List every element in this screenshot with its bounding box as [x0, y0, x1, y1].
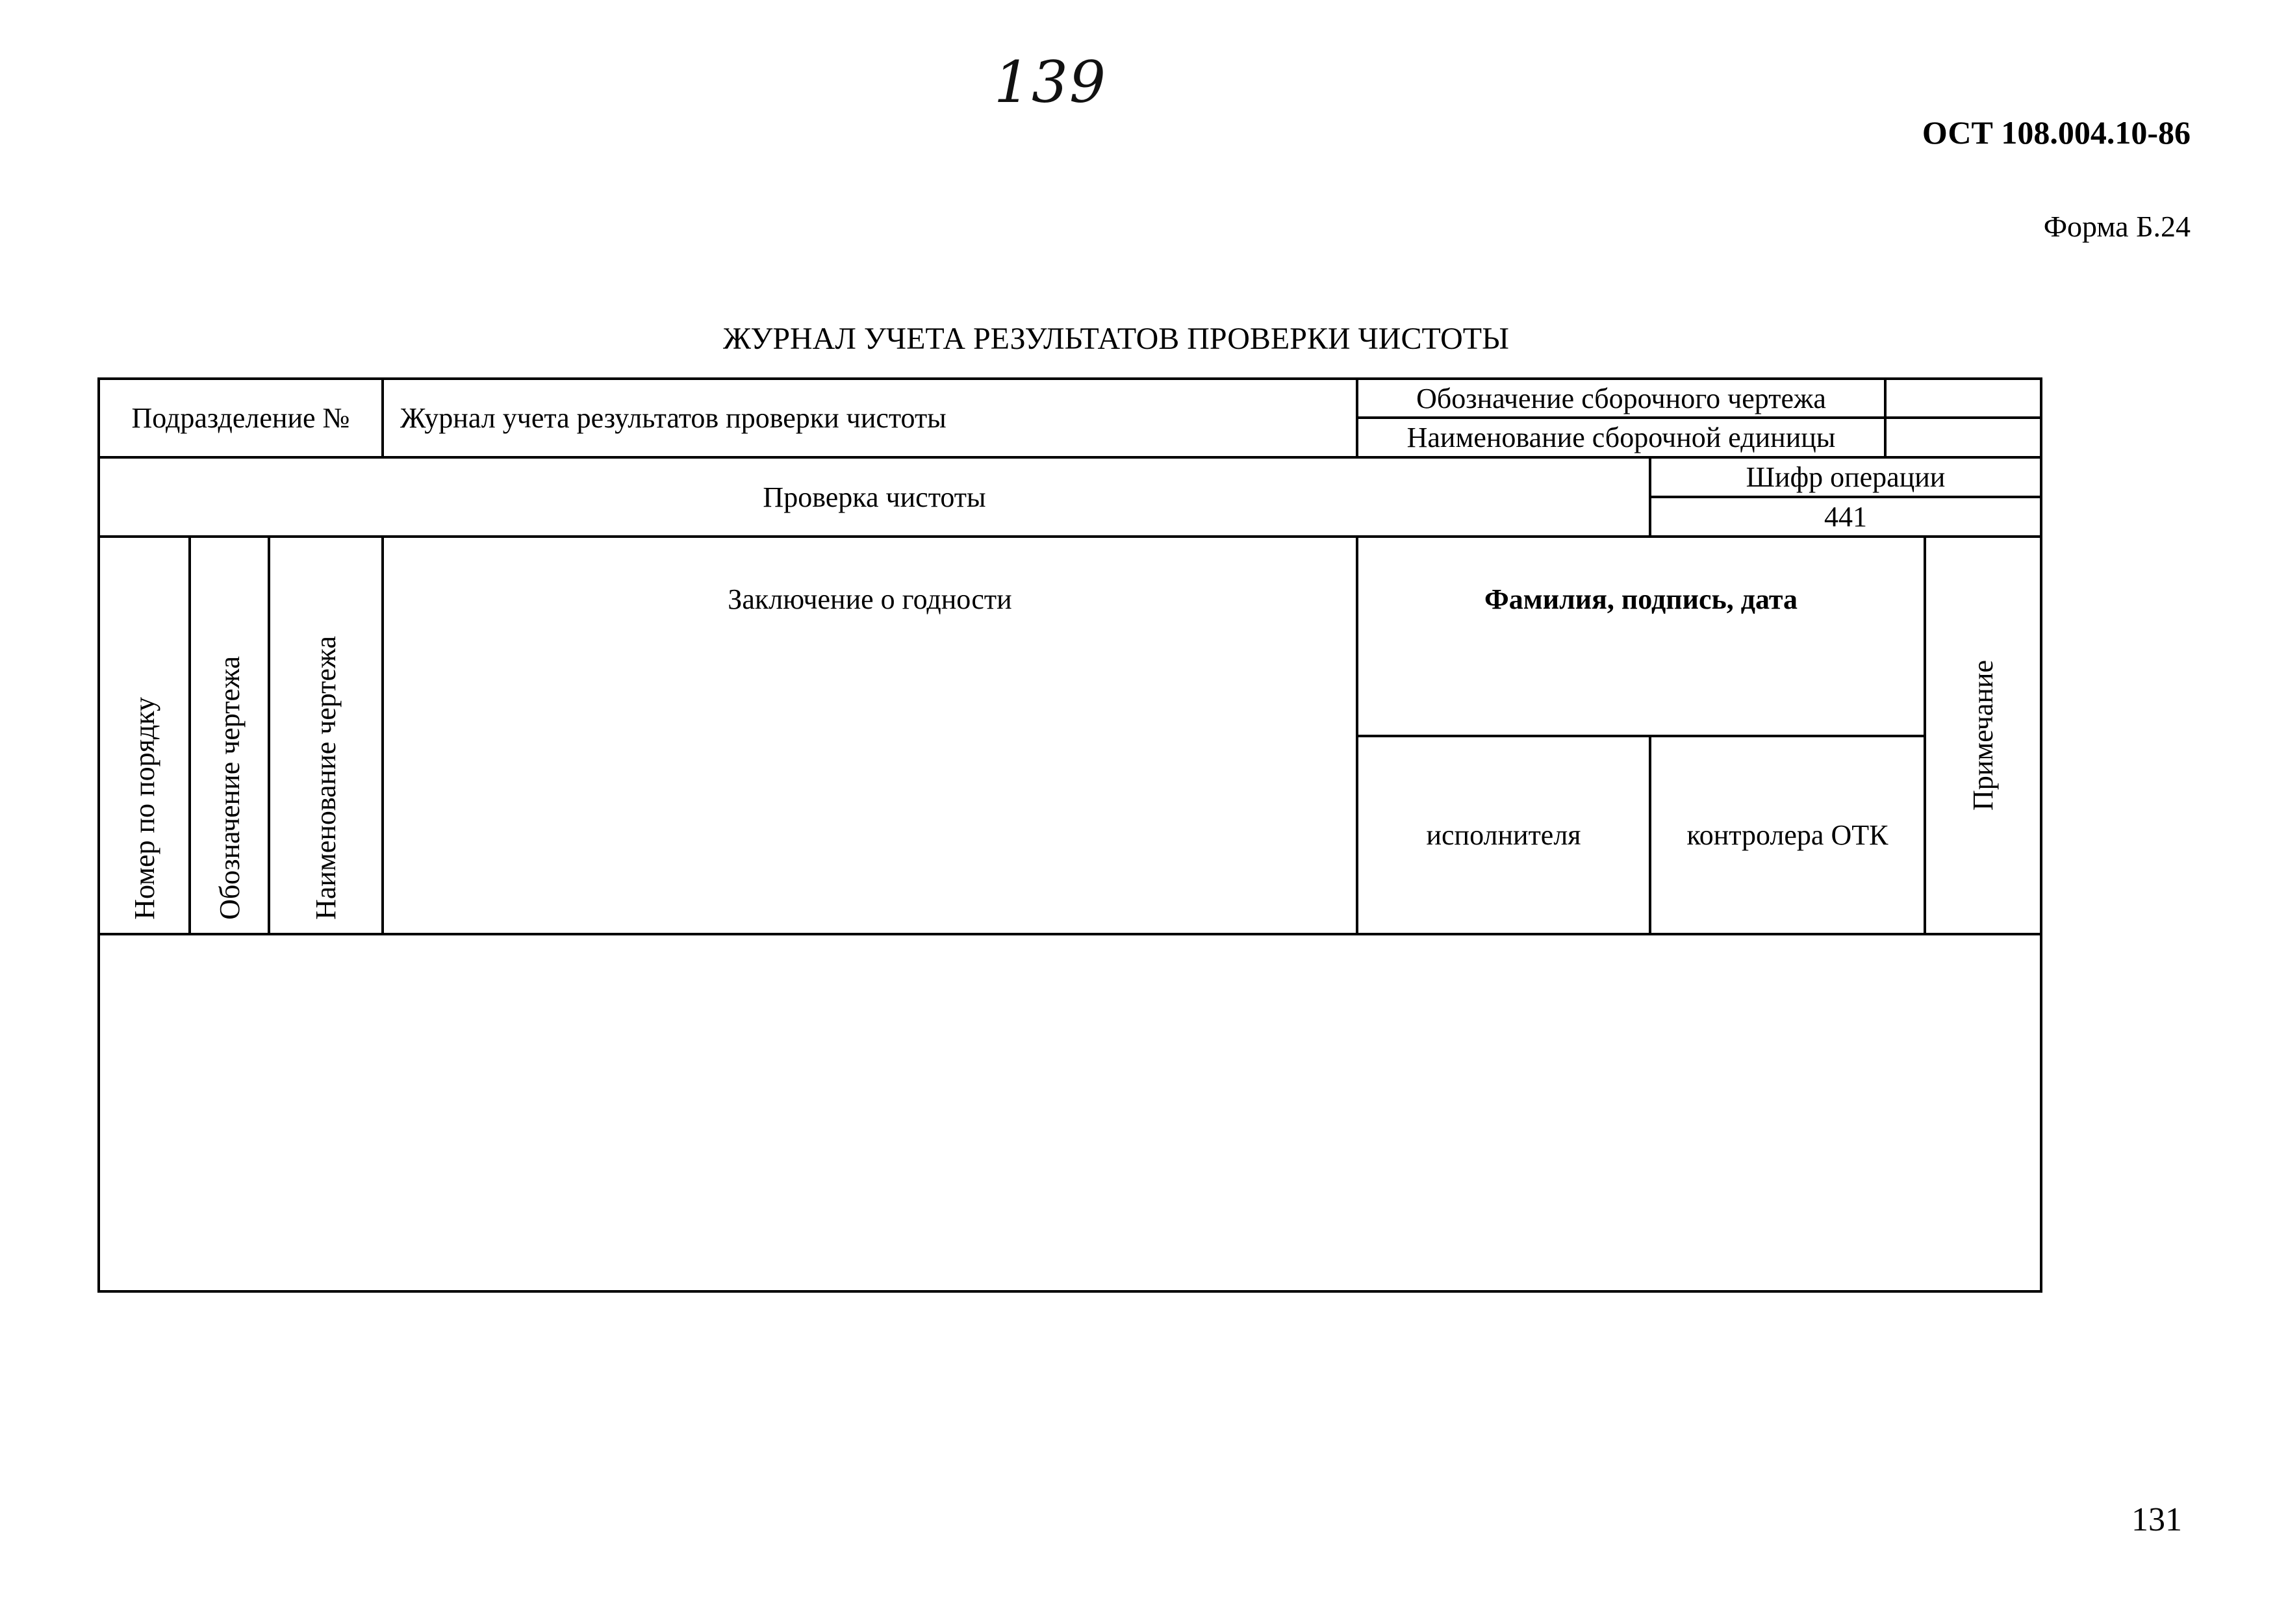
header-executor: исполнителя: [1426, 819, 1581, 851]
assembly-unit-label: Наименование сборочной единицы: [1406, 422, 1836, 453]
header-drawing-designation-text: Обозначение чертежа: [213, 656, 246, 920]
assembly-unit-value[interactable]: [1887, 419, 2040, 456]
operation-code-label: Шифр операции: [1746, 461, 1946, 493]
header-drawing-name: [270, 538, 381, 933]
header-otk-controller: контролера ОТК: [1686, 819, 1888, 851]
operation-code-value: 441: [1824, 501, 1867, 533]
col-line: [381, 377, 384, 456]
journal-entries-area[interactable]: [100, 935, 2040, 1290]
assembly-drawing-value[interactable]: [1887, 380, 2040, 416]
header-seq-number-text: Номер по порядку: [128, 697, 160, 920]
form-border-right: [2040, 377, 2042, 1293]
header-drawing-designation: [191, 538, 268, 933]
header-conclusion: Заключение о годности: [728, 583, 1012, 615]
header-seq-number: [100, 538, 188, 933]
form-number: Форма Б.24: [2043, 210, 2191, 243]
page-title: ЖУРНАЛ УЧЕТА РЕЗУЛЬТАТОВ ПРОВЕРКИ ЧИСТОТЫ: [723, 322, 1509, 356]
assembly-drawing-label: Обозначение сборочного чертежа: [1416, 382, 1826, 414]
handwritten-page-number: 139: [994, 49, 1107, 116]
page-number: 131: [2131, 1501, 2182, 1538]
document-id: ОСТ 108.004.10-86: [1922, 114, 2191, 151]
subdivision-label: Подразделение №: [131, 402, 350, 434]
header-note: [1926, 538, 2040, 933]
journal-form: [97, 377, 2042, 1293]
header-drawing-name-text: Наименование чертежа: [310, 636, 342, 920]
header-note-text: Примечание: [1967, 660, 1999, 811]
section-title: Проверка чистоты: [763, 481, 986, 513]
header-signature-group: Фамилия, подпись, дата: [1484, 583, 1798, 615]
journal-name: Журнал учета результатов проверки чистоты: [400, 402, 947, 434]
form-border-bottom: [97, 1290, 2042, 1293]
